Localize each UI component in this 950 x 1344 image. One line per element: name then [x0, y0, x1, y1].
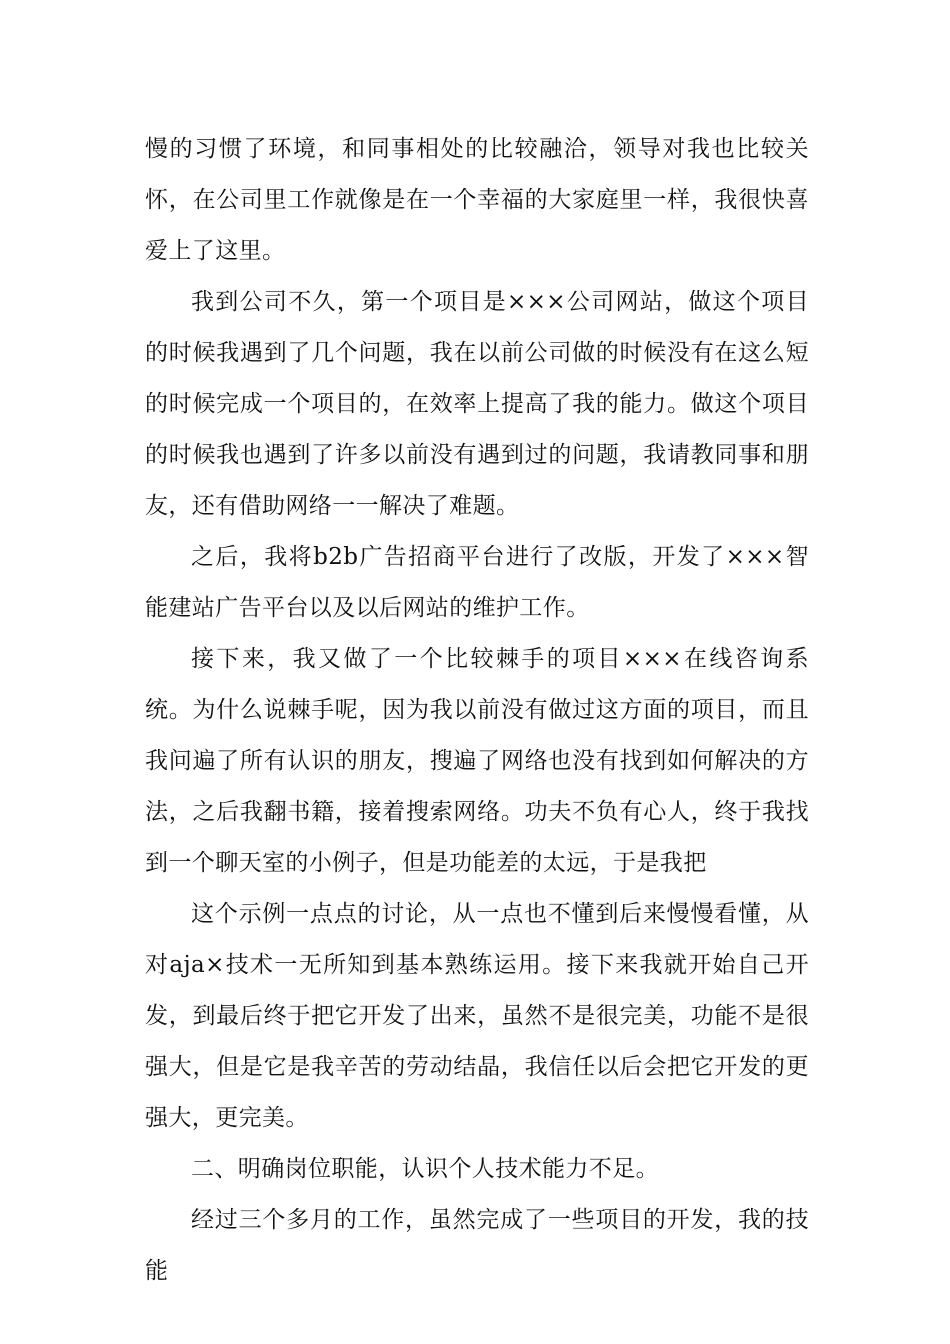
paragraph: 接下来，我又做了一个比较棘手的项目×××在线咨询系统。为什么说棘手呢，因为我以前没有做过这方面的项目，而且我问遍了所有认识的朋友，搜遍了网络也没有找到如何解决的方法，之后我翻书籍，接着搜索网络。功夫不负有心人，终于我找到一个聊天室的小例子，但是功能差的太远，于是我把 [145, 646, 809, 876]
paragraph: 我到公司不久，第一个项目是×××公司网站，做这个项目的时候我遇到了几个问题，我在以前公司做的时候没有在这么短的时候完成一个项目的，在效率上提高了我的能力。做这个项目的时候我也遇到了许多以前没有遇到过的问题，我请教同事和朋友，还有借助网络一一解决了难题。 [145, 289, 809, 519]
paragraph: 之后，我将b2b广告招商平台进行了改版，开发了×××智能建站广告平台以及以后网站的维护工作。 [145, 544, 809, 621]
paragraph: 经过三个多月的工作，虽然完成了一些项目的开发，我的技能 [145, 1207, 809, 1284]
document-body [145, 124, 809, 1297]
paragraph: 慢的习惯了环境，和同事相处的比较融洽，领导对我也比较关怀，在公司里工作就像是在一个幸福的大家庭里一样，我很快喜爱上了这里。 [145, 136, 809, 264]
paragraph: 二、明确岗位职能，认识个人技术能力不足。 [191, 1156, 659, 1182]
paragraph: 这个示例一点点的讨论，从一点也不懂到后来慢慢看懂，从对aja×技术一无所知到基本熟练运用。接下来我就开始自己开发，到最后终于把它开发了出来，虽然不是很完美，功能不是很强大，但是它是我辛苦的劳动结晶，我信任以后会把它开发的更强大，更完美。 [145, 901, 809, 1131]
